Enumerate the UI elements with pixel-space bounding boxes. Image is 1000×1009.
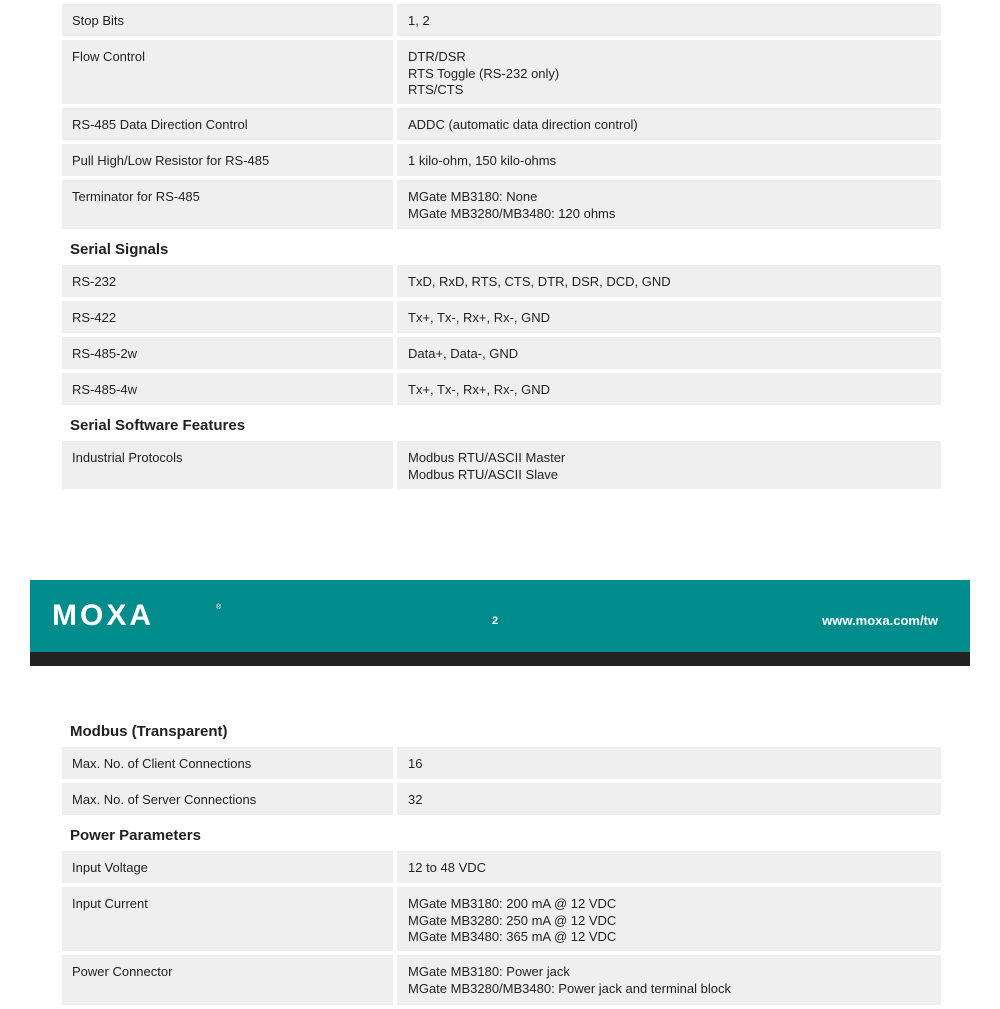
spec-label: Input Current bbox=[62, 887, 393, 951]
spec-label: RS-485-4w bbox=[62, 373, 393, 405]
spec-label: Stop Bits bbox=[62, 4, 393, 36]
spec-value-line: Data+, Data-, GND bbox=[408, 346, 519, 361]
spec-value bbox=[397, 373, 941, 405]
spec-value bbox=[397, 265, 941, 297]
spec-value-line: MGate MB3280/MB3480: Power jack and terminal block bbox=[408, 980, 731, 996]
section-title-modbus: Modbus (Transparent) bbox=[70, 723, 228, 740]
section-title-power: Power Parameters bbox=[70, 827, 201, 844]
spec-value-line: MGate MB3180: 200 mA @ 12 VDC bbox=[408, 896, 617, 911]
page-number: 2 bbox=[492, 615, 499, 627]
table-row bbox=[62, 747, 941, 779]
spec-value-line: MGate MB3480: 365 mA @ 12 VDC bbox=[408, 929, 617, 944]
spec-value-line: MGate MB3180: Power jack bbox=[408, 964, 570, 979]
table-row bbox=[62, 955, 941, 1005]
table-row bbox=[62, 783, 941, 815]
spec-value-line: DTR/DSR bbox=[408, 49, 466, 64]
table-row bbox=[62, 301, 941, 333]
footer-dark-strip bbox=[30, 652, 970, 666]
table-row bbox=[62, 373, 941, 405]
spec-value-line: 12 to 48 VDC bbox=[408, 860, 487, 875]
spec-label: RS-485-2w bbox=[62, 337, 393, 369]
spec-value-line: Modbus RTU/ASCII Slave bbox=[408, 466, 559, 482]
spec-label: Pull High/Low Resistor for RS-485 bbox=[62, 144, 393, 176]
spec-value-line: 16 bbox=[408, 756, 423, 771]
page-footer bbox=[30, 580, 970, 652]
spec-value bbox=[397, 40, 941, 104]
registered-mark: ® bbox=[216, 604, 222, 611]
spec-table-top bbox=[62, 4, 941, 493]
spec-value bbox=[397, 108, 941, 140]
table-row bbox=[62, 441, 941, 489]
spec-value bbox=[397, 301, 941, 333]
table-row bbox=[62, 108, 941, 140]
spec-table-bottom bbox=[62, 715, 941, 1009]
spec-value bbox=[397, 955, 941, 1005]
spec-value bbox=[397, 783, 941, 815]
spec-value-line: RTS Toggle (RS-232 only) bbox=[408, 65, 560, 81]
spec-label: Max. No. of Server Connections bbox=[62, 783, 393, 815]
spec-value bbox=[397, 180, 941, 229]
table-row bbox=[62, 144, 941, 176]
spec-value bbox=[397, 441, 941, 489]
table-row bbox=[62, 851, 941, 883]
spec-label: RS-232 bbox=[62, 265, 393, 297]
spec-value bbox=[397, 887, 941, 951]
spec-value-line: 1 kilo-ohm, 150 kilo-ohms bbox=[408, 153, 557, 168]
spec-value-line: TxD, RxD, RTS, CTS, DTR, DSR, DCD, GND bbox=[408, 274, 671, 289]
spec-value-line: Tx+, Tx-, Rx+, Rx-, GND bbox=[408, 382, 551, 397]
table-row bbox=[62, 265, 941, 297]
section-title-serial-signals: Serial Signals bbox=[70, 241, 169, 258]
table-row bbox=[62, 180, 941, 229]
spec-value bbox=[397, 747, 941, 779]
spec-label: Industrial Protocols bbox=[62, 441, 393, 489]
website-url[interactable]: www.moxa.com/tw bbox=[822, 613, 938, 628]
spec-value-line: Tx+, Tx-, Rx+, Rx-, GND bbox=[408, 310, 551, 325]
spec-value-line: Modbus RTU/ASCII Master bbox=[408, 450, 566, 465]
table-row bbox=[62, 887, 941, 951]
spec-label: Terminator for RS-485 bbox=[62, 180, 393, 229]
spec-value bbox=[397, 337, 941, 369]
table-row bbox=[62, 4, 941, 36]
spec-label: RS-485 Data Direction Control bbox=[62, 108, 393, 140]
spec-label: RS-422 bbox=[62, 301, 393, 333]
moxa-logo: MOXA bbox=[52, 599, 154, 632]
section-title-serial-software: Serial Software Features bbox=[70, 417, 246, 434]
spec-label: Max. No. of Client Connections bbox=[62, 747, 393, 779]
spec-label: Flow Control bbox=[62, 40, 393, 104]
spec-value bbox=[397, 4, 941, 36]
spec-value-line: MGate MB3280: 250 mA @ 12 VDC bbox=[408, 912, 617, 928]
spec-value-line: ADDC (automatic data direction control) bbox=[408, 117, 638, 132]
table-row bbox=[62, 337, 941, 369]
spec-value bbox=[397, 144, 941, 176]
spec-value-line: MGate MB3180: None bbox=[408, 189, 538, 204]
spec-value-line: RTS/CTS bbox=[408, 82, 464, 97]
spec-value-line: 1, 2 bbox=[408, 13, 430, 28]
spec-value-line: MGate MB3280/MB3480: 120 ohms bbox=[408, 205, 616, 221]
spec-value bbox=[397, 851, 941, 883]
spec-value-line: 32 bbox=[408, 792, 423, 807]
table-row bbox=[62, 40, 941, 104]
spec-label: Power Connector bbox=[62, 955, 393, 1005]
spec-label: Input Voltage bbox=[62, 851, 393, 883]
